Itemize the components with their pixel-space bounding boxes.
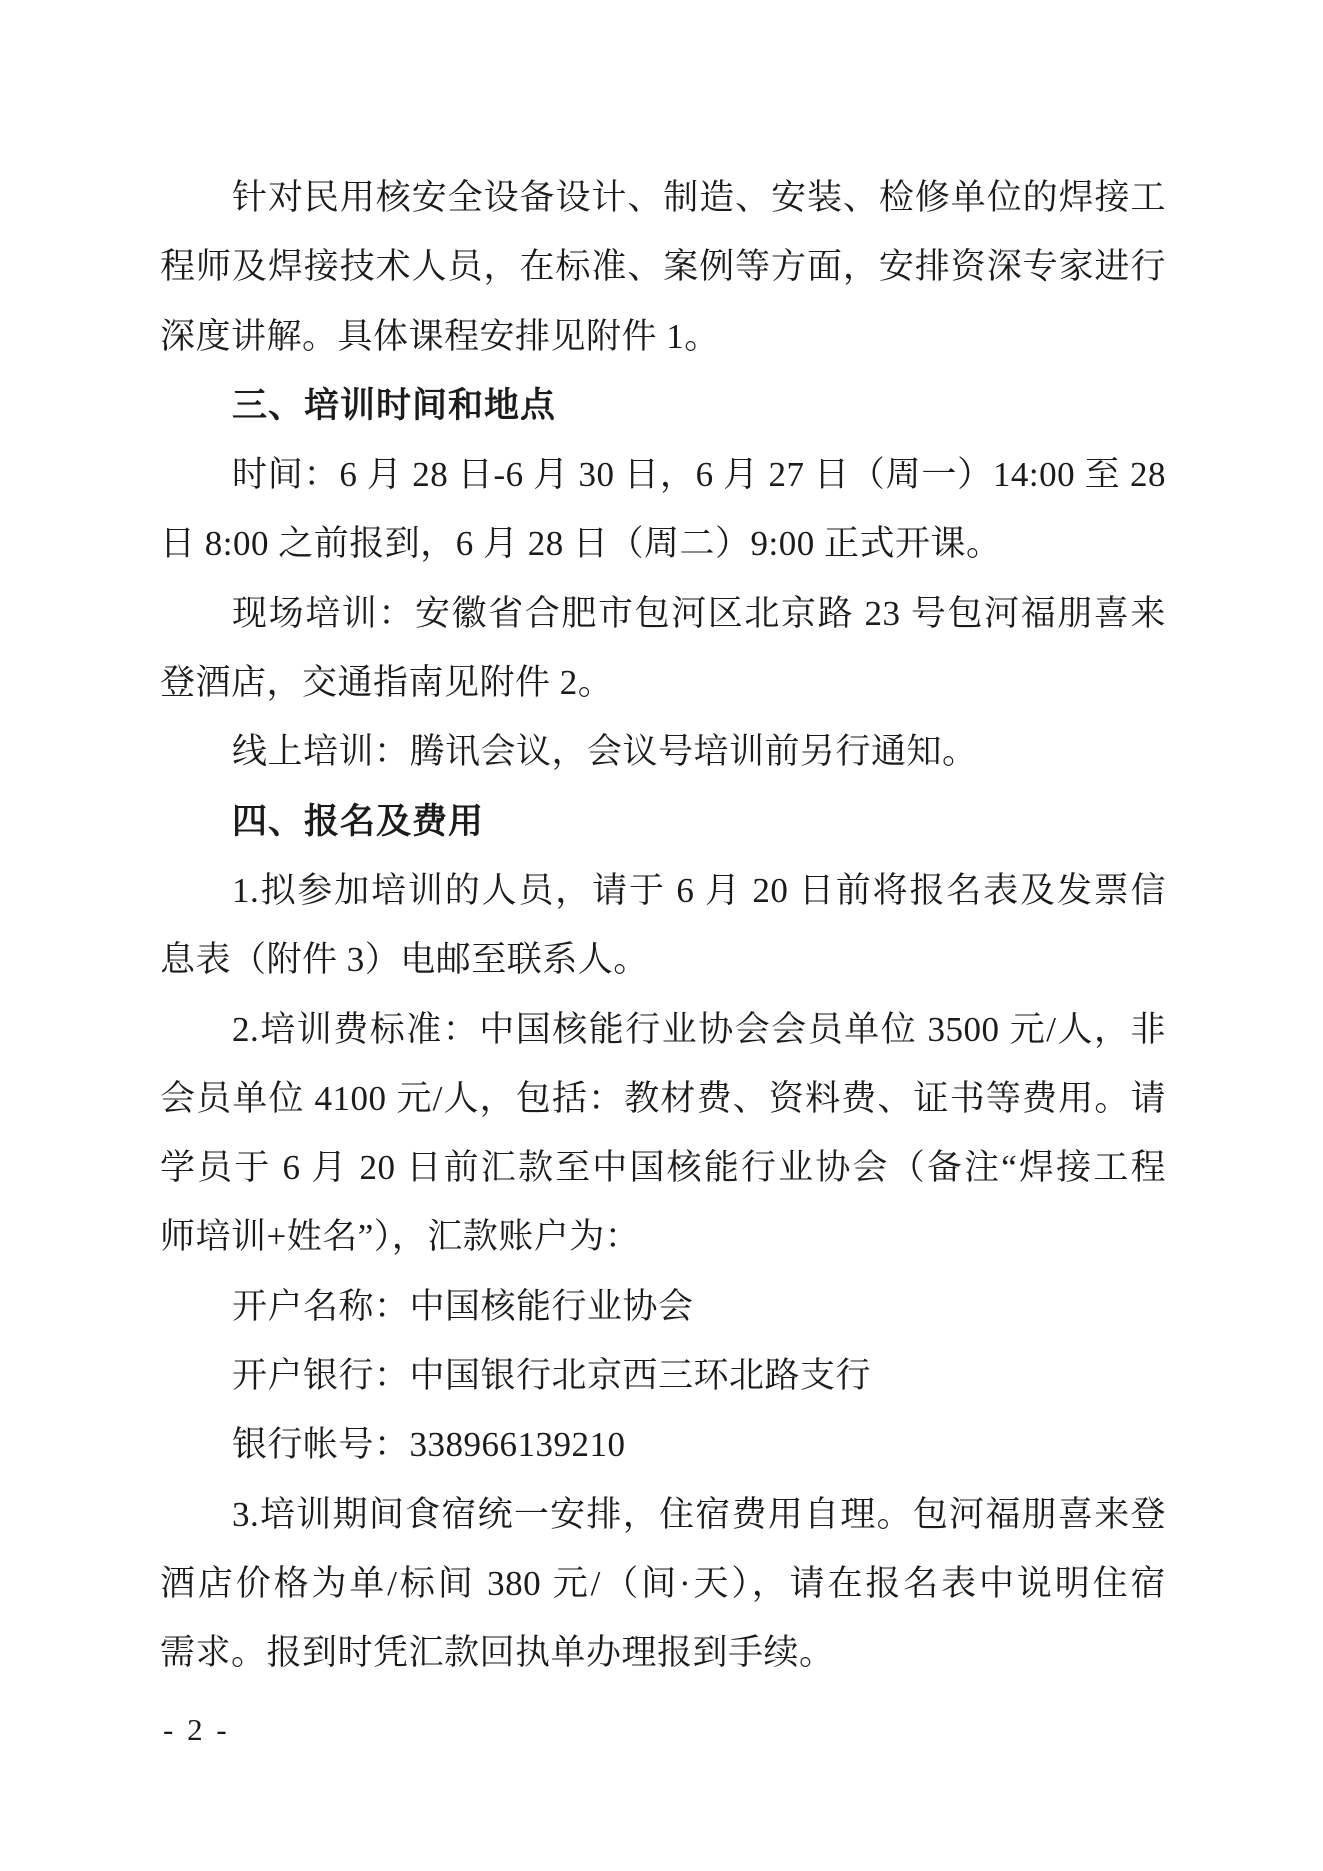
text-line: 2.培训费标准：中国核能行业协会会员单位 3500 元/人，非 — [232, 1009, 1166, 1049]
text-line: 日 8:00 之前报到，6 月 28 日（周二）9:00 正式开课。 — [160, 524, 1002, 564]
text-line: 开户银行：中国银行北京西三环北路支行 — [232, 1356, 872, 1396]
page-number: - 2 - — [163, 1712, 230, 1747]
text-line: 线上培训：腾讯会议，会议号培训前另行通知。 — [232, 732, 978, 772]
text-line: 针对民用核安全设备设计、制造、安装、检修单位的焊接工 — [232, 178, 1166, 217]
section-heading: 三、培训时间和地点 — [232, 385, 557, 425]
text-line: 3.培训期间食宿统一安排，住宿费用自理。包河福朋喜来登 — [232, 1494, 1166, 1534]
text-line: 师培训+姓名”），汇款账户为： — [160, 1217, 641, 1257]
text-line: 开户名称：中国核能行业协会 — [232, 1286, 694, 1326]
text-line: 程师及焊接技术人员，在标准、案例等方面，安排资深专家进行 — [160, 247, 1166, 287]
text-line: 银行帐号：338966139210 — [232, 1425, 626, 1465]
text-line: 现场培训：安徽省合肥市包河区北京路 23 号包河福朋喜来 — [232, 593, 1166, 633]
text-line: 酒店价格为单/标间 380 元/（间·天），请在报名表中说明住宿 — [160, 1563, 1166, 1603]
document-body — [160, 163, 1166, 1688]
section-heading: 四、报名及费用 — [232, 801, 485, 841]
text-line: 登酒店，交通指南见附件 2。 — [160, 663, 614, 703]
text-line: 1.拟参加培训的人员，请于 6 月 20 日前将报名表及发票信 — [232, 870, 1166, 910]
text-line: 需求。报到时凭汇款回执单办理报到手续。 — [160, 1633, 835, 1673]
text-line: 会员单位 4100 元/人，包括：教材费、资料费、证书等费用。请 — [160, 1078, 1166, 1118]
text-line: 深度讲解。具体课程安排见附件 1。 — [160, 316, 720, 356]
text-line: 学员于 6 月 20 日前汇款至中国核能行业协会（备注“焊接工程 — [160, 1148, 1166, 1188]
text-line: 息表（附件 3）电邮至联系人。 — [160, 940, 649, 980]
text-line: 时间：6 月 28 日-6 月 30 日，6 月 27 日（周一）14:00 至 28 — [232, 455, 1166, 495]
